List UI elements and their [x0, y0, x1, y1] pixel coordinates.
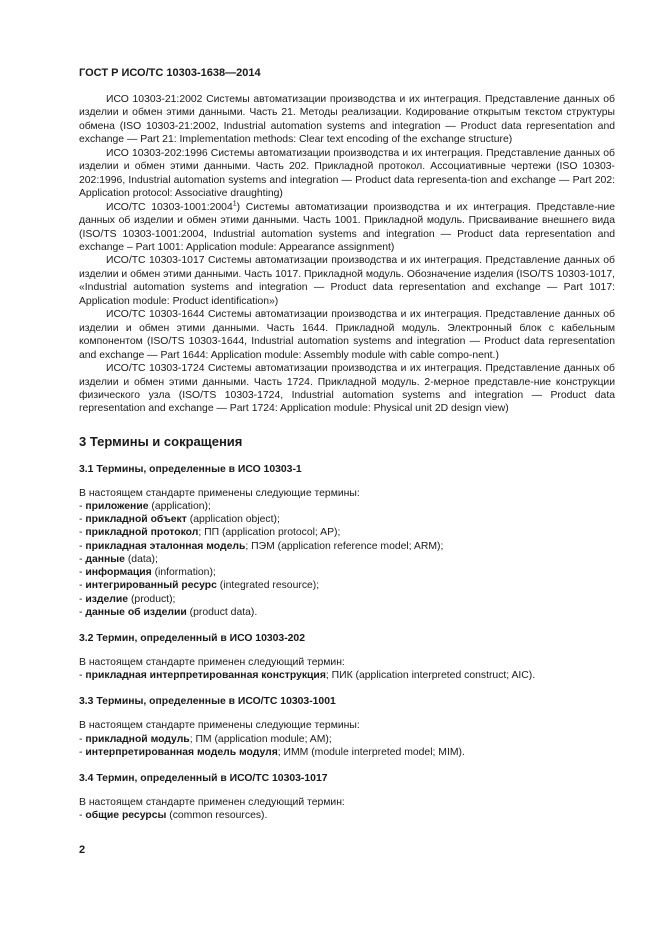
term-name: прикладной протокол [85, 527, 199, 539]
subsection-title: 3.4 Термин, определенный в ИСО/ТС 10303-1017 [79, 772, 328, 784]
term-name: прикладной объект [85, 514, 187, 526]
term-item [79, 566, 615, 579]
term-name: интегрированный ресурс [85, 580, 217, 592]
footnote-marker[interactable]: 1 [232, 200, 237, 208]
dash: - [79, 580, 86, 592]
term-def: ; ИММ (module interpreted model; MIM). [277, 746, 465, 758]
dash: - [79, 670, 86, 682]
dash: - [79, 733, 86, 745]
term-def: ; ПМ (application module; AM); [189, 733, 332, 745]
reference-item: ИСО/ТС 10303-1724 Системы автоматизации производства и их интеграция. Представление данных об изделии и обмен этими данными. Часть 1724. Прикладной модуль. 2-мерное представле-ние конструкции физического узла (ISO/TS 10303-1724, Industrial automation systems and integration — Product data representation and exchange — Part 1724: Application module: Physical unit 2D design view) [79, 363, 615, 415]
term-def: (data); [124, 553, 158, 565]
term-name: прикладная интерпретированная конструкция [85, 670, 326, 682]
reference-item [79, 201, 615, 255]
reference-code: ИСО/ТС 10303-1001:2004 [106, 201, 233, 213]
term-item [79, 809, 615, 822]
reference-text: ) Системы автоматизации производства и их интеграция. Представле-ние данных об изделии и обмен этими данными. Часть 1001. Прикладной модуль. Присваивание внешнего вида (ISO/TS 10303-1001:2004, Industrial automation systems and integration — Product data representation and exchange – Part 1001: Application module: Appearance assignment) [79, 201, 615, 253]
subsection-intro: В настоящем стандарте применен следующий термин: [79, 656, 345, 668]
term-name: приложение [85, 501, 149, 513]
dash: - [79, 810, 86, 822]
dash: - [79, 593, 86, 605]
subsection-title: 3.1 Термины, определенные в ИСО 10303-1 [79, 463, 302, 475]
subsection-intro: В настоящем стандарте применен следующий термин: [79, 796, 345, 808]
term-def: ; ПИК (application interpreted construct; AIC). [325, 670, 536, 682]
term-item [79, 540, 615, 553]
term-item [79, 746, 615, 759]
term-def: (integrated resource); [216, 580, 320, 592]
reference-item: ИСО/ТС 10303-1644 Системы автоматизации производства и их интеграция. Представление данных об изделии и обмен этими данными. Часть 1644. Прикладной модуль. Электронный блок с кабельным компонентом (ISO/TS 10303-1644, Industrial automation systems and integration — Product data representation and exchange — Part 1644: Application module: Assembly module with cable compo-nent.) [79, 309, 615, 361]
dash: - [79, 553, 86, 565]
term-def: ; ПП (application protocol; AP); [198, 527, 341, 539]
subsection-title: 3.3 Термины, определенные в ИСО/ТС 10303-1001 [79, 696, 336, 708]
dash: - [79, 501, 86, 513]
term-item [79, 606, 615, 619]
term-name: информация [85, 567, 152, 579]
page-number: 2 [79, 844, 86, 856]
term-name: прикладная эталонная модель [85, 540, 246, 552]
document-code-header: ГОСТ Р ИСО/ТС 10303-1638—2014 [79, 67, 261, 79]
reference-item: ИСО 10303-202:1996 Системы автоматизации производства и их интеграция. Представление данных об изделии и обмен этими данными. Часть 202. Прикладной протокол. Ассоциативные чертежи (ISO 10303-202:1996, Industrial automation systems and integration — Product data representa-tion and exchange — Part 202: Application protocol: Associative draughting) [79, 147, 615, 200]
term-name: данные [85, 553, 125, 565]
term-def: (common resources). [166, 810, 268, 822]
term-item [79, 733, 615, 746]
term-name: изделие [85, 593, 129, 605]
dash: - [79, 540, 86, 552]
term-def: ; ПЭМ (application reference model; ARM); [245, 540, 444, 552]
dash: - [79, 527, 86, 539]
term-item [79, 593, 615, 606]
term-def: (information); [151, 567, 216, 579]
term-list [79, 733, 615, 759]
normative-references [79, 93, 615, 416]
term-name: общие ресурсы [85, 810, 167, 822]
dash: - [79, 606, 86, 618]
term-item [79, 526, 615, 539]
reference-item: ИСО 10303-21:2002 Системы автоматизации производства и их интеграция. Представление данных об изделии и обмен этими данными. Часть 21. Методы реализации. Кодирование открытым текстом структуры обмена (ISO 10303-21:2002, Industrial automation systems and integration — Product data representation and exchange — Part 21: Implementation methods: Clear text encoding of the exchange structure) [79, 94, 615, 146]
term-list [79, 809, 615, 822]
subsection-intro: В настоящем стандарте применены следующие термины: [79, 487, 360, 499]
subsection-intro: В настоящем стандарте применены следующие термины: [79, 720, 360, 732]
dash: - [79, 567, 86, 579]
term-def: (application); [148, 501, 211, 513]
term-list [79, 669, 615, 682]
term-item [79, 669, 615, 682]
dash: - [79, 514, 86, 526]
term-name: прикладной модуль [85, 733, 190, 745]
term-item [79, 579, 615, 592]
section-title: 3 Термины и сокращения [79, 433, 243, 449]
reference-item: ИСО/ТС 10303-1017 Системы автоматизации производства и их интеграция. Представление данных об изделии и обмен этими данными. Часть 1017. Прикладной модуль. Обозначение изделия (ISO/TS 10303-1017, «Industrial automation systems and integration — Product data representation and exchange — Part 1017: Application module: Product identification») [79, 255, 615, 307]
term-item [79, 513, 615, 526]
term-def: (product data). [186, 606, 258, 618]
term-item [79, 553, 615, 566]
document-page [79, 66, 615, 822]
term-name: данные об изделии [85, 606, 187, 618]
term-name: интерпретированная модель модуля [85, 746, 278, 758]
term-item [79, 500, 615, 513]
term-def: (application object); [186, 514, 280, 526]
subsection-title: 3.2 Термин, определенный в ИСО 10303-202 [79, 632, 305, 644]
term-list [79, 500, 615, 619]
term-def: (product); [128, 593, 176, 605]
dash: - [79, 746, 86, 758]
